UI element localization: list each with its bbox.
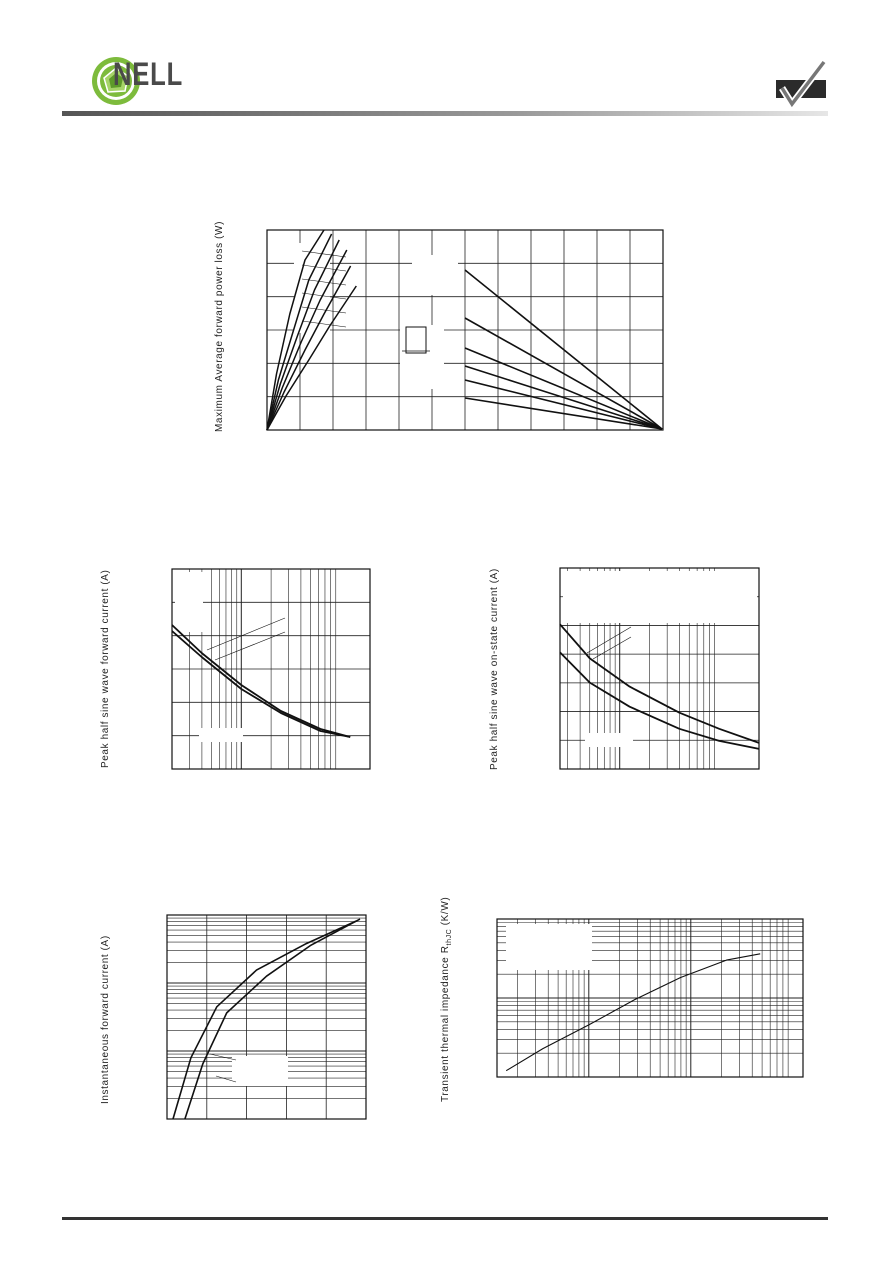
curve-pointer: [593, 637, 631, 659]
power-loss-chart: [266, 229, 664, 431]
curve-pointer: [207, 618, 285, 650]
legend-area: [232, 1056, 288, 1086]
label-area: [563, 571, 757, 623]
case-temperature-line: [465, 348, 662, 429]
forward-iv-chart: [166, 914, 367, 1120]
plot-frame: [167, 915, 366, 1119]
chart5-ylabel: Transient thermal impedance $R_{thJC}$ (K/W): [440, 896, 453, 1102]
legend-area: [506, 924, 592, 970]
surge-current-chart-1: [171, 568, 371, 770]
case-temperature-line: [465, 398, 662, 429]
transient-impedance-chart: [496, 918, 804, 1078]
curve-pointer: [587, 627, 631, 653]
label-area: [412, 255, 458, 295]
checkmark-badge-icon: [770, 58, 830, 110]
chart4-ylabel: Instantaneous forward current (A): [100, 935, 111, 1104]
label-area: [199, 728, 243, 742]
waveform-inset: [400, 325, 444, 389]
case-temperature-line: [465, 366, 662, 429]
chart3-ylabel: Peak half sine wave on-state current (A): [489, 568, 500, 770]
label-area: [585, 733, 633, 747]
curve-pointer: [215, 632, 285, 660]
header-divider: [62, 111, 828, 116]
brand-name: NELL: [113, 56, 184, 92]
label-area: [175, 572, 203, 632]
chart2-ylabel: Peak half sine wave forward current (A): [100, 569, 111, 768]
surge-current-curve-2: [172, 631, 350, 737]
footer-divider: [62, 1217, 828, 1220]
chart1-ylabel: Maximum Average forward power loss (W): [214, 220, 225, 432]
case-temperature-line: [465, 318, 662, 429]
surge-current-chart-2: [559, 567, 760, 770]
